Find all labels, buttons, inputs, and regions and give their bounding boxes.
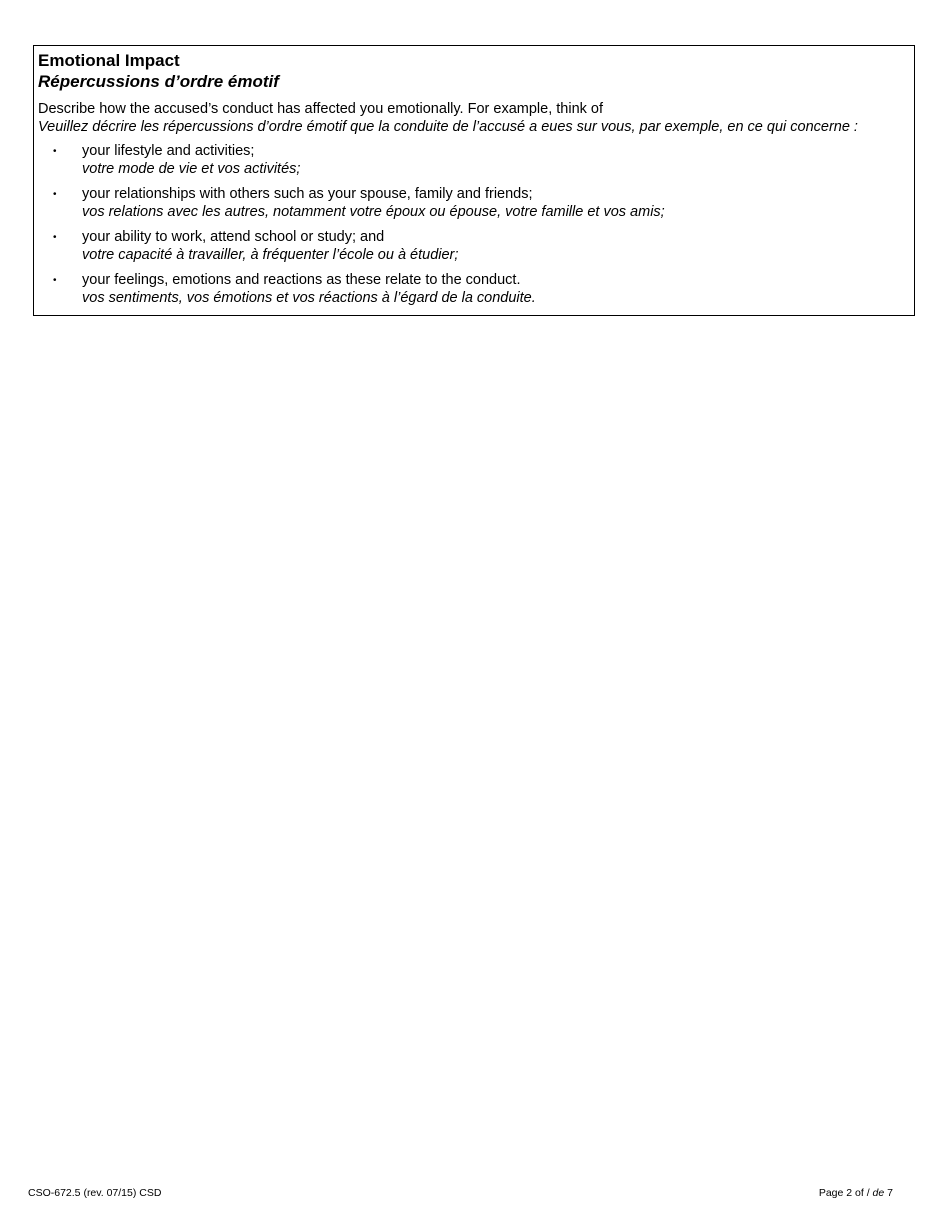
bullet-icon: • [53,189,57,200]
intro-text-fr: Veuillez décrire les répercussions d’ordre émotif que la conduite de l’accusé a eues sur vous, par exemple, en ce qui concerne : [38,118,858,135]
list-item-fr: votre mode de vie et vos activités; [82,160,301,177]
bullet-icon: • [53,275,57,286]
section-intro [38,101,910,136]
bullet-icon: • [53,232,57,243]
impact-bullet-list [38,143,910,307]
page-number [819,1187,893,1200]
page-number-total: 7 [884,1187,893,1199]
intro-text-en: Describe how the accused’s conduct has affected you emotionally. For example, think of [38,101,604,117]
list-item-fr: vos relations avec les autres, notamment votre époux ou épouse, votre famille et vos amis; [82,203,665,220]
list-item [38,272,910,307]
bullet-icon: • [53,146,57,157]
list-item-fr: votre capacité à travailler, à fréquenter l’école ou à étudier; [82,246,459,263]
list-item [38,229,910,264]
page-number-de: de [872,1187,885,1199]
list-item [38,143,910,178]
form-number: CSO-672.5 (rev. 07/15) CSD [28,1187,162,1199]
list-item-fr: vos sentiments, vos émotions et vos réactions à l’égard de la conduite. [82,289,536,306]
list-item-en: your feelings, emotions and reactions as these relate to the conduct. [82,272,521,288]
page-number-prefix: Page 2 of / [818,1187,873,1199]
list-item-en: your relationships with others such as your spouse, family and friends; [82,186,533,202]
list-item-en: your ability to work, attend school or study; and [82,229,385,245]
section-title-fr: Répercussions d’ordre émotif [38,72,279,91]
list-item-en: your lifestyle and activities; [82,143,255,159]
list-item [38,186,910,221]
emotional-impact-section [33,45,915,316]
section-title-en: Emotional Impact [38,51,180,70]
